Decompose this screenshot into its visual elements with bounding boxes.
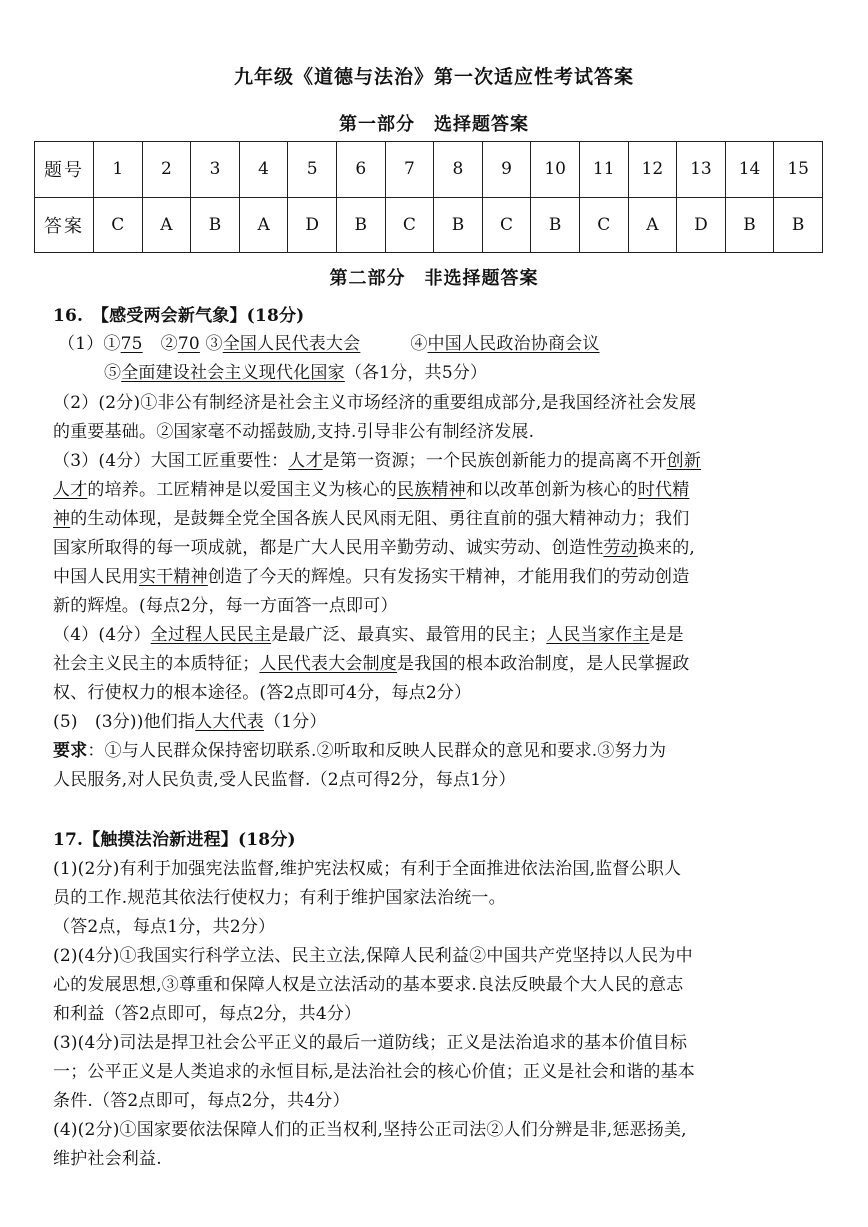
q16-s3-keyword: 时代精 [637, 480, 690, 500]
answer-cell: C [579, 197, 628, 253]
q16-s3-text: （3）(4分）大国工匠重要性： [53, 451, 289, 471]
q16-s3-line2 [53, 477, 689, 503]
question-number-cell: 2 [142, 142, 191, 198]
q16-s1-answer-4: 中国人民政治协商会议 [427, 334, 600, 354]
q16-s3-text: 中国人民用 [53, 567, 139, 587]
q16-s5-text: (5) (3分))他们指 [53, 712, 196, 732]
requirement-label: 要求 [53, 741, 88, 761]
q16-s4-text: 是最广泛、最真实、最管用的民主； [271, 625, 547, 645]
question-number-cell: 13 [677, 142, 726, 198]
q16-s4-text: 是我国的根本政治制度，是人民掌握政 [397, 654, 690, 674]
q16-s4-line3: 权、行使权力的根本途径。(答2点即可4分，每点2分） [53, 683, 472, 703]
q17-s1-line2: 员的工作.规范其依法行使权力；有利于维护国家法治统一。 [53, 888, 506, 908]
q16-s1-sep3: ③ [199, 334, 223, 354]
answer-cell: B [191, 197, 240, 253]
q16-s3-line3 [53, 506, 689, 532]
question-number-cell: 7 [385, 142, 434, 198]
answer-cell: A [239, 197, 288, 253]
question-number-cell: 4 [239, 142, 288, 198]
answer-cell: A [628, 197, 677, 253]
question-number-cell: 10 [531, 142, 580, 198]
question-number-cell: 9 [482, 142, 531, 198]
answer-cell: B [774, 197, 823, 253]
question-number-cell: 15 [774, 142, 823, 198]
q16-s1-prefix: （1）① [58, 334, 121, 354]
answer-table [34, 141, 823, 253]
q16-s3-line1 [53, 448, 701, 474]
q16-s1-answer-1: 75 [120, 334, 143, 354]
q16-s1-score-note: （各1分，共5分） [344, 363, 488, 383]
q16-s5-text: （1分） [264, 712, 327, 732]
q17-s2-line3: 和利益（答2点即可，每点2分，共4分） [53, 1004, 362, 1024]
q17-s3-line1: (3)(4分)司法是捍卫社会公平正义的最后一道防线；正义是法治追求的基本价值目标 [53, 1033, 688, 1053]
q16-s4-keyword: 全过程人民民主 [150, 625, 272, 645]
q16-s4-text: 是是 [649, 625, 684, 645]
q16-s1-answer-5: 全面建设社会主义现代化国家 [121, 363, 345, 383]
q16-s3-text: 创造了今天的辉煌。只有发扬实干精神，才能用我们的劳动创造 [207, 567, 690, 587]
q16-s1-answer-3: 全国人民代表大会 [222, 334, 361, 354]
question-number-cell: 1 [94, 142, 143, 198]
q17-s3-line2: 一；公平正义是人类追求的永恒目标,是法治社会的核心价值；正义是社会和谐的基本 [53, 1062, 696, 1082]
q16-s3-text: 换来的, [637, 538, 696, 558]
question-number-cell: 5 [288, 142, 337, 198]
q16-s2-line1: （2）(2分)①非公有制经济是社会主义市场经济的重要组成部分,是我国经济社会发展 [53, 393, 697, 413]
answer-cell: A [142, 197, 191, 253]
q16-s3-keyword: 神 [53, 509, 71, 529]
answer-cell: D [677, 197, 726, 253]
q16-s1-line1 [58, 331, 600, 357]
question-number-cell: 6 [336, 142, 385, 198]
q16-s1-sep4: ④ [410, 334, 428, 354]
question-number-row [35, 142, 823, 198]
question-number-cell: 12 [628, 142, 677, 198]
answer-cell: B [531, 197, 580, 253]
answer-cell: B [725, 197, 774, 253]
q16-s3-text: 的培养。工匠精神是以爱国主义为核心的 [87, 480, 398, 500]
q16-s1-sep2: ② [160, 334, 178, 354]
question-number-cell: 3 [191, 142, 240, 198]
question-number-cell: 8 [434, 142, 483, 198]
answer-cell: B [336, 197, 385, 253]
q17-s4-line1: (4)(2分)①国家要依法保障人们的正当权利,坚持公正司法②人们分辨是非,惩恶扬美, [53, 1120, 687, 1140]
q16-s3-text: 国家所取得的每一项成就，都是广大人民用辛勤劳动、诚实劳动、创造性 [53, 538, 604, 558]
question-number-cell: 14 [725, 142, 774, 198]
q16-s3-text: 和以改革创新为核心的 [465, 480, 638, 500]
q16-s3-keyword: 创新 [666, 451, 702, 471]
part2-title: 第二部分 非选择题答案 [329, 268, 539, 289]
q17-heading: 17.【触摸法治新进程】(18分) [53, 830, 296, 850]
q16-s4-keyword: 人民当家作主 [546, 625, 650, 645]
q16-heading: 16. 【感受两会新气象】(18分) [53, 306, 305, 326]
q16-s3-keyword: 实干精神 [139, 567, 208, 587]
q16-s3-text: 的生动体现，是鼓舞全党全国各族人民风雨无阻、勇往直前的强大精神动力；我们 [70, 509, 690, 529]
answer-cell: B [434, 197, 483, 253]
answer-cell: C [482, 197, 531, 253]
q16-s3-keyword: 人才 [288, 451, 323, 471]
q16-s1-line2 [104, 360, 487, 386]
q17-s4-line2: 维护社会利益. [53, 1149, 162, 1169]
q16-s4-text: （4）(4分） [53, 625, 151, 645]
q16-s3-line6: 新的辉煌。(每点2分，每一方面答一点即可） [53, 596, 398, 616]
requirement-text: ：①与人民群众保持密切联系.②听取和反映人民群众的意见和要求.③努力为 [87, 741, 667, 761]
q16-s2-line2: 的重要基础。②国家毫不动摇鼓励,支持.引导非公有制经济发展. [53, 422, 535, 442]
q17-s1-line3: （答2点，每点1分，共2分） [53, 917, 276, 937]
q17-s3-line3: 条件.（答2点即可，每点2分，共4分） [53, 1091, 350, 1111]
q17-s2-line2: 心的发展思想,③尊重和保障人权是立法活动的基本要求.良法反映最个大人民的意志 [53, 975, 684, 995]
q17-s2-line1: (2)(4分)①我国实行科学立法、民主立法,保障人民利益②中国共产党坚持以人民为中 [53, 946, 693, 966]
q16-s3-keyword: 劳动 [603, 538, 638, 558]
q16-s4-keyword: 人民代表大会制度 [259, 654, 398, 674]
question-number-cell: 11 [579, 142, 628, 198]
q16-s4-text: 社会主义民主的本质特征； [53, 654, 260, 674]
q16-s1-answer-2: 70 [177, 334, 200, 354]
q16-s3-line4 [53, 535, 695, 561]
q16-s5-keyword: 人大代表 [195, 712, 265, 732]
q16-s4-line2 [53, 651, 689, 677]
q16-requirement-line1 [53, 738, 666, 764]
answer-row [35, 197, 823, 253]
q17-s1-line1: (1)(2分)有利于加强宪法监督,维护宪法权威；有利于全面推进依法治国,监督公职人 [53, 859, 682, 879]
answer-cell: C [94, 197, 143, 253]
q16-s4-line1 [53, 622, 684, 648]
q16-requirement-line2: 人民服务,对人民负责,受人民监督.（2点可得2分，每点1分） [53, 770, 516, 790]
answer-cell: C [385, 197, 434, 253]
answer-cell: D [288, 197, 337, 253]
q16-s3-text: 是第一资源；一个民族创新能力的提高离不开 [322, 451, 667, 471]
answer-row-header: 答案 [35, 197, 94, 253]
q16-s3-line5 [53, 564, 689, 590]
q16-s1-l2-prefix: ⑤ [104, 363, 122, 383]
question-row-header: 题号 [35, 142, 94, 198]
q16-s5-line1 [53, 709, 327, 735]
document-title: 九年级《道德与法治》第一次适应性考试答案 [233, 66, 634, 88]
part1-title: 第一部分 选择题答案 [339, 114, 529, 135]
q16-s3-keyword: 民族精神 [397, 480, 466, 500]
q16-s3-keyword: 人才 [53, 480, 88, 500]
